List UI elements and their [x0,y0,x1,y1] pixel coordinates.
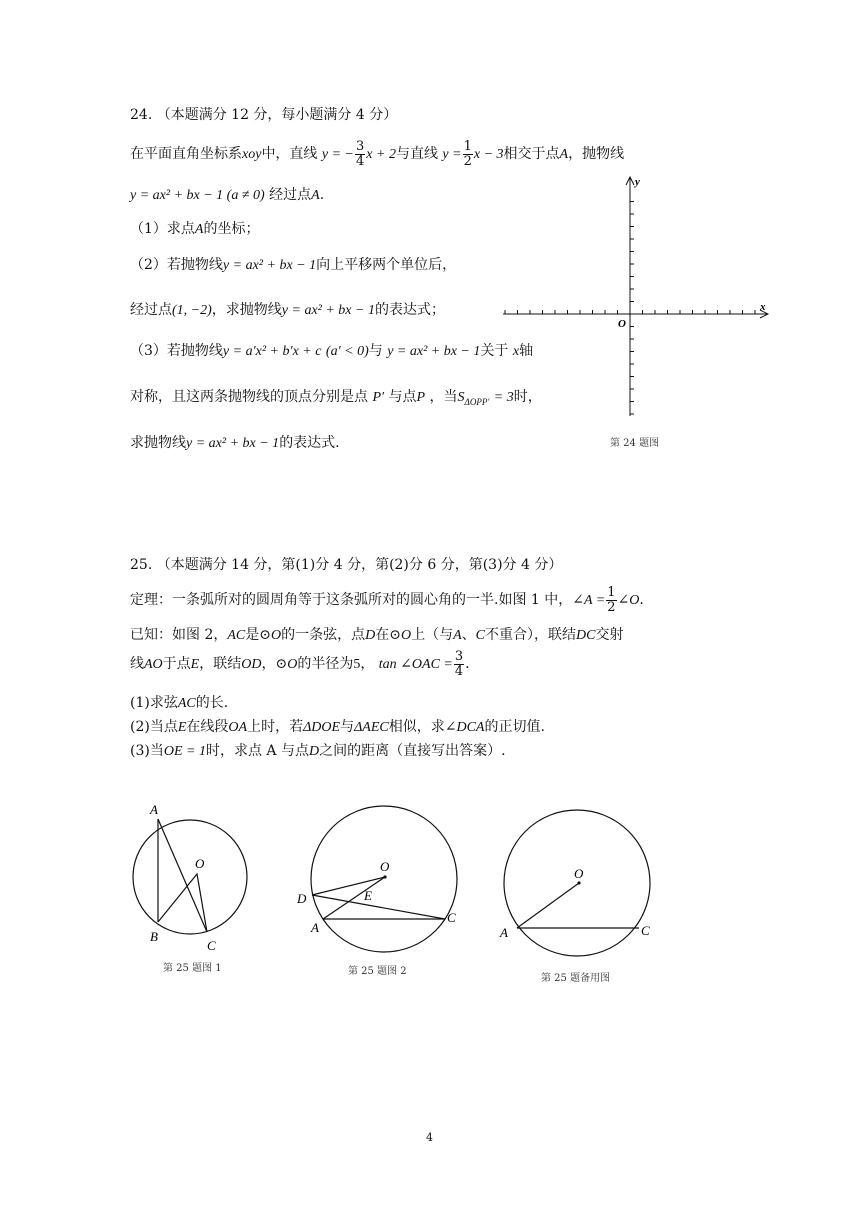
q25-sub1 [130,694,228,713]
math: O [287,657,298,672]
circle [133,820,247,934]
label-E: E [364,888,372,903]
segment-AO [517,883,579,928]
math: y = ax² + bx − 1 [186,436,280,451]
math: (a′ < 0) [325,344,369,359]
text: 交射 [595,627,624,643]
q25-figure-2-caption: 第 25 题图 2 [348,966,407,977]
math: E [177,720,187,735]
denominator: 4 [356,153,365,169]
q24-part3 [130,342,533,361]
math: y = ax² + bx − 1 (a ≠ 0) [130,188,265,203]
label-O: O [195,856,205,871]
subscript: ΔOPP′ [464,396,490,407]
text: ，⊙ [261,656,288,672]
circle [311,806,457,952]
math: 5 [353,657,361,672]
text: 中，直线 [261,146,318,162]
q24-figure-caption: 第 24 题图 [610,438,660,449]
text: 向上平移两个单位后， [316,257,457,273]
text: 在⊙ [375,627,401,643]
label-C: C [207,938,216,953]
text: 在线段 [186,719,229,735]
text: 经过点 [269,187,312,203]
fraction [606,586,616,615]
q24-part2 [130,256,456,275]
circle [504,810,650,956]
text: . [639,592,644,608]
math: y = ax² + bx − 1 [222,258,317,273]
chord-AC [158,819,207,932]
text: 是⊙ [245,627,271,643]
text: （1）求点 [130,221,195,237]
math: = 3 [493,390,514,405]
label-C: C [447,910,456,925]
label-B: B [150,929,158,944]
math: OA [228,720,248,735]
text: 在平面直角坐标系 [130,146,242,162]
text: ，抛物线 [568,146,625,162]
text: ，联结 [199,656,242,672]
text: 求抛物线 [130,435,186,451]
q24-part3b [130,388,542,411]
math: y = a′x² + b′x + c [222,344,322,359]
denominator: 2 [463,153,472,169]
y-axis-label: y [635,176,640,188]
text: 的表达式； [374,302,445,318]
math: y = − [321,147,354,162]
math: A [453,628,462,643]
math: (1, −2) [172,303,212,318]
fraction [454,650,464,679]
text: ， [360,656,375,672]
label-A: A [311,920,319,935]
q25-sub3 [130,742,506,761]
text: 对称，且这两条抛物线的顶点分别是点 [130,389,368,405]
segment-DC [312,895,445,919]
text: . [319,187,325,203]
text: 于点 [162,656,191,672]
text: 与点 [388,389,417,405]
text: 与 [368,343,383,359]
math: A [559,147,569,162]
text: 已知：如图 2， [130,627,228,643]
text: (2)当点 [130,719,178,735]
q25-given-line2 [130,646,470,683]
text: 线 [130,656,144,672]
math: ∠A = [572,593,606,608]
math: D [365,628,376,643]
numerator: 1 [607,584,616,600]
text: (1)求弦 [130,695,178,711]
text: 经过点 [130,302,172,318]
math: x − 3 [473,147,504,162]
text: 的坐标； [203,221,260,237]
text: 的长. [195,695,229,711]
math: ΔDOE [303,720,341,735]
math: x [512,344,520,359]
math: AC [177,696,196,711]
math: O [270,628,282,643]
label-A: A [500,925,508,940]
q25-figure-1 [120,795,260,965]
math: A [311,188,320,203]
text: （3）若抛物线 [130,343,223,359]
text: （2）若抛物线 [130,257,223,273]
math: y = [442,147,462,162]
math: ΔAEC [354,720,389,735]
page-number: 4 [426,1131,433,1144]
origin-label: O [618,318,626,330]
text: 不重合），联结 [485,627,576,643]
math: y = ax² + bx − 1 [387,344,481,359]
ray-AO [323,877,385,919]
math: y = ax² + bx − 1 [281,303,375,318]
text: 关于 [480,343,509,359]
label-C: C [641,923,650,938]
text: 上时，若 [247,719,304,735]
text: 的半径为 [297,656,354,672]
label-A: A [150,802,158,817]
text: 上（与 [411,627,454,643]
label-O: O [574,866,584,881]
text: ，当 [429,389,458,405]
numerator: 1 [463,138,472,154]
segment-OD [312,877,385,895]
q25-theorem [130,582,644,619]
math: OD [241,657,262,672]
text: ，求抛物线 [211,302,282,318]
denominator: 2 [607,599,616,615]
math: ∠DCA [444,720,485,735]
radii-OB-OC [158,874,207,932]
text: 轴 [519,343,534,359]
text: 时， [513,389,542,405]
math: xoy [242,147,262,162]
math: S [457,390,465,405]
math: C [475,628,485,643]
q25-figure-2 [290,795,470,965]
q25-sub2 [130,718,545,737]
q25-given-line1 [130,626,623,645]
q24-line1 [130,136,624,173]
text: (3)当 [130,743,164,759]
text: 与 [340,719,355,735]
text: 定理：一条弧所对的圆周角等于这条弧所对的圆心角的一半.如图 1 中， [130,592,573,608]
label-D: D [297,891,307,906]
text: 与直线 [395,146,438,162]
text: 的一条弦，点 [281,627,366,643]
math: DC [576,628,596,643]
math: P′ [372,390,385,405]
q24-header: 24. （本题满分 12 分，每小题满分 4 分） [130,107,398,123]
q25-figure-spare-caption: 第 25 题备用图 [541,973,611,984]
text: 时，求点 A 与点 [205,743,309,759]
q25-figure-spare [495,795,665,965]
center-dot [383,875,386,878]
math: AC [227,628,246,643]
math: O [400,628,412,643]
fraction [355,140,365,169]
math: D [308,744,320,759]
math: AO [144,657,163,672]
fraction [463,140,473,169]
math: ∠O [617,593,640,608]
numerator: 3 [454,648,464,664]
text: 的正切值. [484,719,545,735]
math: OE = 1 [163,744,206,759]
q24-coordinate-figure [495,170,785,430]
math: tan ∠OAC = [378,657,453,672]
text: . [465,656,470,672]
center-dot [577,881,580,884]
text: 相似，求 [388,719,445,735]
math: P [416,390,426,405]
q24-part1 [130,220,259,239]
math: E [190,657,200,672]
q24-part3c [130,434,340,453]
q24-line2 [130,186,324,205]
text: 相交于点 [503,146,560,162]
label-O: O [380,859,390,874]
text: 的表达式. [279,435,340,451]
x-axis-label: x [760,301,766,313]
text: 、 [461,627,476,643]
axes [503,177,768,416]
math: A [194,222,204,237]
q24-part2b [130,301,445,320]
text: 之间的距离（直接写出答案）. [319,743,506,759]
q25-header: 25. （本题满分 14 分，第(1)分 4 分，第(2)分 6 分，第(3)分 4 分） [130,557,563,573]
numerator: 3 [356,138,365,154]
q25-figure-1-caption: 第 25 题图 1 [163,963,222,974]
math: x + 2 [366,147,396,162]
denominator: 4 [454,663,464,679]
